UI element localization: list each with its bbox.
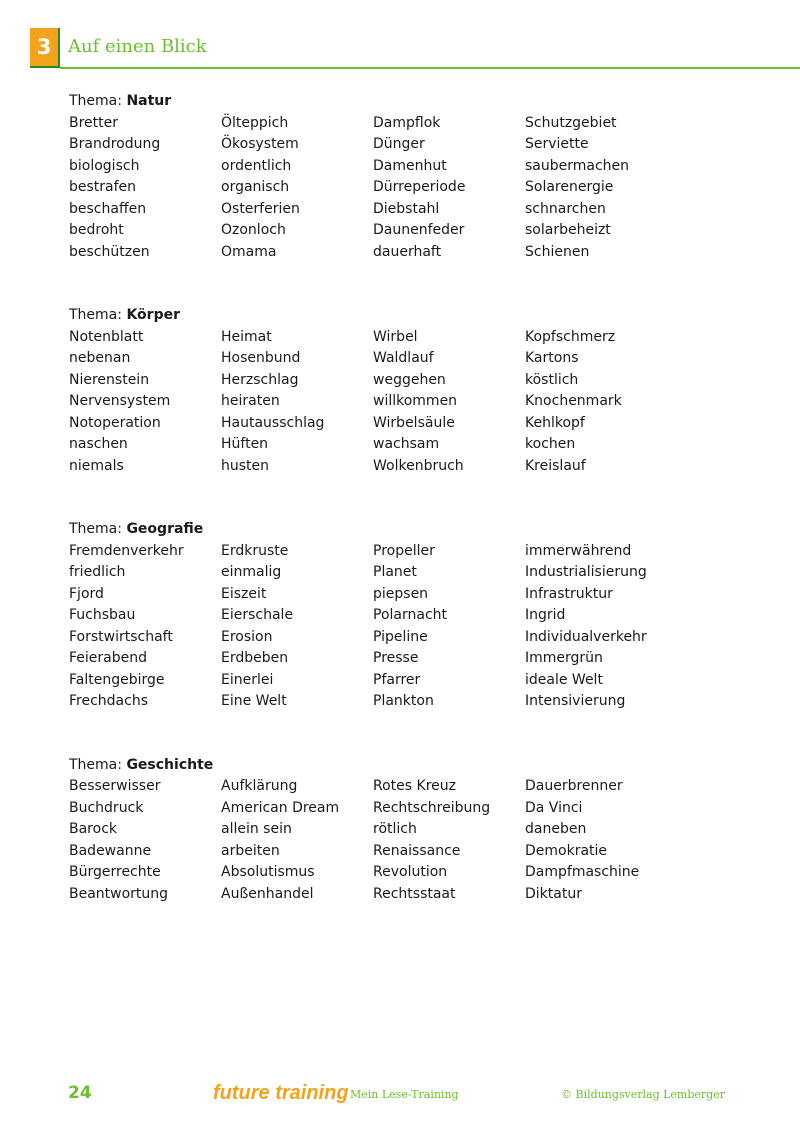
section-label: Thema: — [69, 307, 122, 323]
topic-section — [69, 305, 789, 477]
word-item: Rotes Kreuz — [373, 778, 456, 794]
word-item: heiraten — [221, 393, 280, 409]
word-item: kochen — [525, 436, 576, 452]
word-item: Notoperation — [69, 414, 161, 431]
word-item: Diktatur — [525, 885, 582, 902]
word-item: Knochenmark — [525, 393, 622, 409]
word-item: Absolutismus — [221, 864, 315, 880]
section-label: Thema: — [69, 521, 122, 537]
word-item: bedroht — [69, 222, 124, 238]
word-item: Revolution — [373, 864, 448, 880]
word-item: schnarchen — [525, 200, 606, 217]
word-item: Kreislauf — [525, 457, 586, 474]
word-item: Eine Welt — [221, 693, 287, 709]
word-item: rötlich — [373, 821, 417, 837]
word-item: Kartons — [525, 350, 579, 366]
word-list-content — [69, 91, 789, 905]
word-item: Damenhut — [373, 157, 447, 174]
word-item: Dauerbrenner — [525, 778, 623, 794]
word-item: Pipeline — [373, 628, 428, 645]
word-item: arbeiten — [221, 842, 280, 859]
section-topic: Natur — [126, 93, 172, 109]
word-item: Erdkruste — [221, 542, 289, 559]
word-item: Pfarrer — [373, 671, 421, 688]
word-item: Immergrün — [525, 650, 603, 666]
word-item: husten — [221, 457, 270, 474]
header-divider — [60, 67, 800, 69]
word-column — [373, 113, 525, 264]
chapter-title: Auf einen Blick — [68, 36, 207, 57]
section-topic: Körper — [126, 307, 180, 323]
word-item: Renaissance — [373, 842, 461, 859]
word-item: Osterferien — [221, 200, 300, 217]
word-item: Fremdenverkehr — [69, 542, 184, 559]
word-column — [69, 776, 221, 905]
word-item: naschen — [69, 436, 128, 452]
word-item: Rechtschreibung — [373, 799, 491, 816]
word-item: Propeller — [373, 542, 435, 559]
word-item: Erdbeben — [221, 650, 289, 666]
word-item: Einerlei — [221, 671, 274, 688]
word-column — [525, 776, 677, 905]
word-item: Eiszeit — [221, 585, 267, 602]
word-item: Fjord — [69, 585, 104, 602]
copyright-notice: © Bildungsverlag Lemberger — [561, 1088, 725, 1101]
word-item: Schutzgebiet — [525, 114, 617, 131]
section-topic: Geografie — [126, 521, 204, 537]
word-item: American Dream — [221, 799, 340, 816]
word-item: Frechdachs — [69, 693, 148, 709]
word-column — [525, 541, 677, 713]
topic-section — [69, 755, 789, 906]
word-item: Industrialisierung — [525, 564, 647, 580]
word-item: Barock — [69, 821, 118, 837]
word-grid — [69, 776, 789, 905]
page-header — [0, 0, 800, 70]
word-item: Ingrid — [525, 607, 566, 623]
word-item: ideale Welt — [525, 671, 603, 688]
word-item: Nierenstein — [69, 371, 150, 388]
word-item: wachsam — [373, 436, 440, 452]
word-item: Außenhandel — [221, 885, 314, 902]
word-item: Plankton — [373, 693, 434, 709]
word-item: allein sein — [221, 821, 292, 837]
word-column — [221, 776, 373, 905]
word-item: Hautausschlag — [221, 414, 325, 431]
word-item: Da Vinci — [525, 799, 583, 816]
word-item: Dampfmaschine — [525, 864, 640, 880]
word-item: Forstwirtschaft — [69, 628, 173, 645]
word-column — [69, 113, 221, 264]
word-item: weggehen — [373, 371, 446, 388]
word-item: Rechtsstaat — [373, 885, 456, 902]
word-item: Erosion — [221, 628, 273, 645]
page-number: 24 — [68, 1083, 92, 1103]
word-item: Presse — [373, 650, 419, 666]
word-item: biologisch — [69, 157, 140, 174]
word-column — [373, 327, 525, 478]
word-column — [221, 113, 373, 264]
section-label: Thema: — [69, 93, 122, 109]
word-item: organisch — [221, 179, 290, 195]
word-item: Hüften — [221, 436, 269, 452]
word-item: beschützen — [69, 243, 150, 260]
word-item: dauerhaft — [373, 243, 442, 260]
word-item: Bürgerrechte — [69, 864, 161, 880]
word-item: saubermachen — [525, 157, 630, 174]
word-item: Daunenfeder — [373, 222, 465, 238]
word-item: Heimat — [221, 328, 272, 345]
word-column — [525, 327, 677, 478]
word-item: Planet — [373, 564, 417, 580]
word-item: Diebstahl — [373, 200, 440, 217]
word-item: ordentlich — [221, 157, 292, 174]
topic-section — [69, 519, 789, 713]
brand-logo-text: future training — [213, 1082, 349, 1104]
word-item: Wirbelsäule — [373, 414, 455, 431]
word-item: Feierabend — [69, 650, 147, 666]
word-item: einmalig — [221, 564, 282, 580]
section-label: Thema: — [69, 756, 122, 773]
word-item: Dampflok — [373, 114, 441, 131]
word-item: Intensivierung — [525, 693, 626, 709]
word-item: niemals — [69, 457, 124, 474]
word-item: Nervensystem — [69, 393, 171, 409]
word-item: Fuchsbau — [69, 607, 136, 623]
word-item: piepsen — [373, 585, 429, 602]
word-item: Demokratie — [525, 842, 608, 859]
word-item: Eierschale — [221, 607, 294, 623]
word-item: Individualverkehr — [525, 628, 647, 645]
word-item: Wirbel — [373, 328, 418, 345]
word-item: willkommen — [373, 393, 458, 409]
word-item: Badewanne — [69, 842, 152, 859]
word-item: Beantwortung — [69, 885, 169, 902]
section-heading — [69, 305, 789, 327]
word-item: Faltengebirge — [69, 671, 165, 688]
word-column — [373, 541, 525, 713]
word-item: Infrastruktur — [525, 585, 613, 602]
word-item: beschaffen — [69, 200, 147, 217]
word-column — [69, 327, 221, 478]
word-item: Solarenergie — [525, 179, 614, 195]
word-item: immerwährend — [525, 542, 632, 559]
word-column — [221, 541, 373, 713]
word-item: Hosenbund — [221, 350, 301, 366]
word-item: friedlich — [69, 564, 126, 580]
word-item: Kehlkopf — [525, 414, 585, 431]
word-grid — [69, 541, 789, 713]
word-column — [69, 541, 221, 713]
word-item: köstlich — [525, 371, 579, 388]
word-item: Aufklärung — [221, 778, 298, 794]
word-item: Brandrodung — [69, 136, 161, 152]
section-heading — [69, 91, 789, 113]
word-item: Buchdruck — [69, 799, 144, 816]
chapter-number-badge: 3 — [30, 28, 60, 68]
word-item: Ölteppich — [221, 114, 289, 131]
word-item: Serviette — [525, 136, 589, 152]
word-item: Waldlauf — [373, 350, 434, 366]
word-item: Ökosystem — [221, 136, 299, 152]
word-item: solarbeheizt — [525, 222, 611, 238]
section-topic: Geschichte — [126, 756, 214, 773]
word-column — [221, 327, 373, 478]
word-grid — [69, 327, 789, 478]
word-item: Omama — [221, 243, 277, 260]
word-item: Notenblatt — [69, 328, 144, 345]
word-column — [373, 776, 525, 905]
word-item: bestrafen — [69, 179, 137, 195]
word-column — [525, 113, 677, 264]
word-item: Wolkenbruch — [373, 457, 464, 474]
word-item: nebenan — [69, 350, 131, 366]
word-item: Herzschlag — [221, 371, 299, 388]
word-item: daneben — [525, 821, 587, 837]
word-item: Kopfschmerz — [525, 328, 616, 345]
brand-subtitle: Mein Lese-Training — [350, 1088, 459, 1101]
section-heading — [69, 519, 789, 541]
word-item: Dürreperiode — [373, 179, 466, 195]
word-item: Polarnacht — [373, 607, 447, 623]
word-item: Dünger — [373, 136, 425, 152]
word-item: Ozonloch — [221, 222, 286, 238]
word-item: Schienen — [525, 243, 590, 260]
section-heading — [69, 755, 789, 777]
page-footer — [0, 1080, 800, 1110]
topic-section — [69, 91, 789, 263]
word-grid — [69, 113, 789, 264]
word-item: Bretter — [69, 114, 119, 131]
word-item: Besserwisser — [69, 778, 161, 794]
